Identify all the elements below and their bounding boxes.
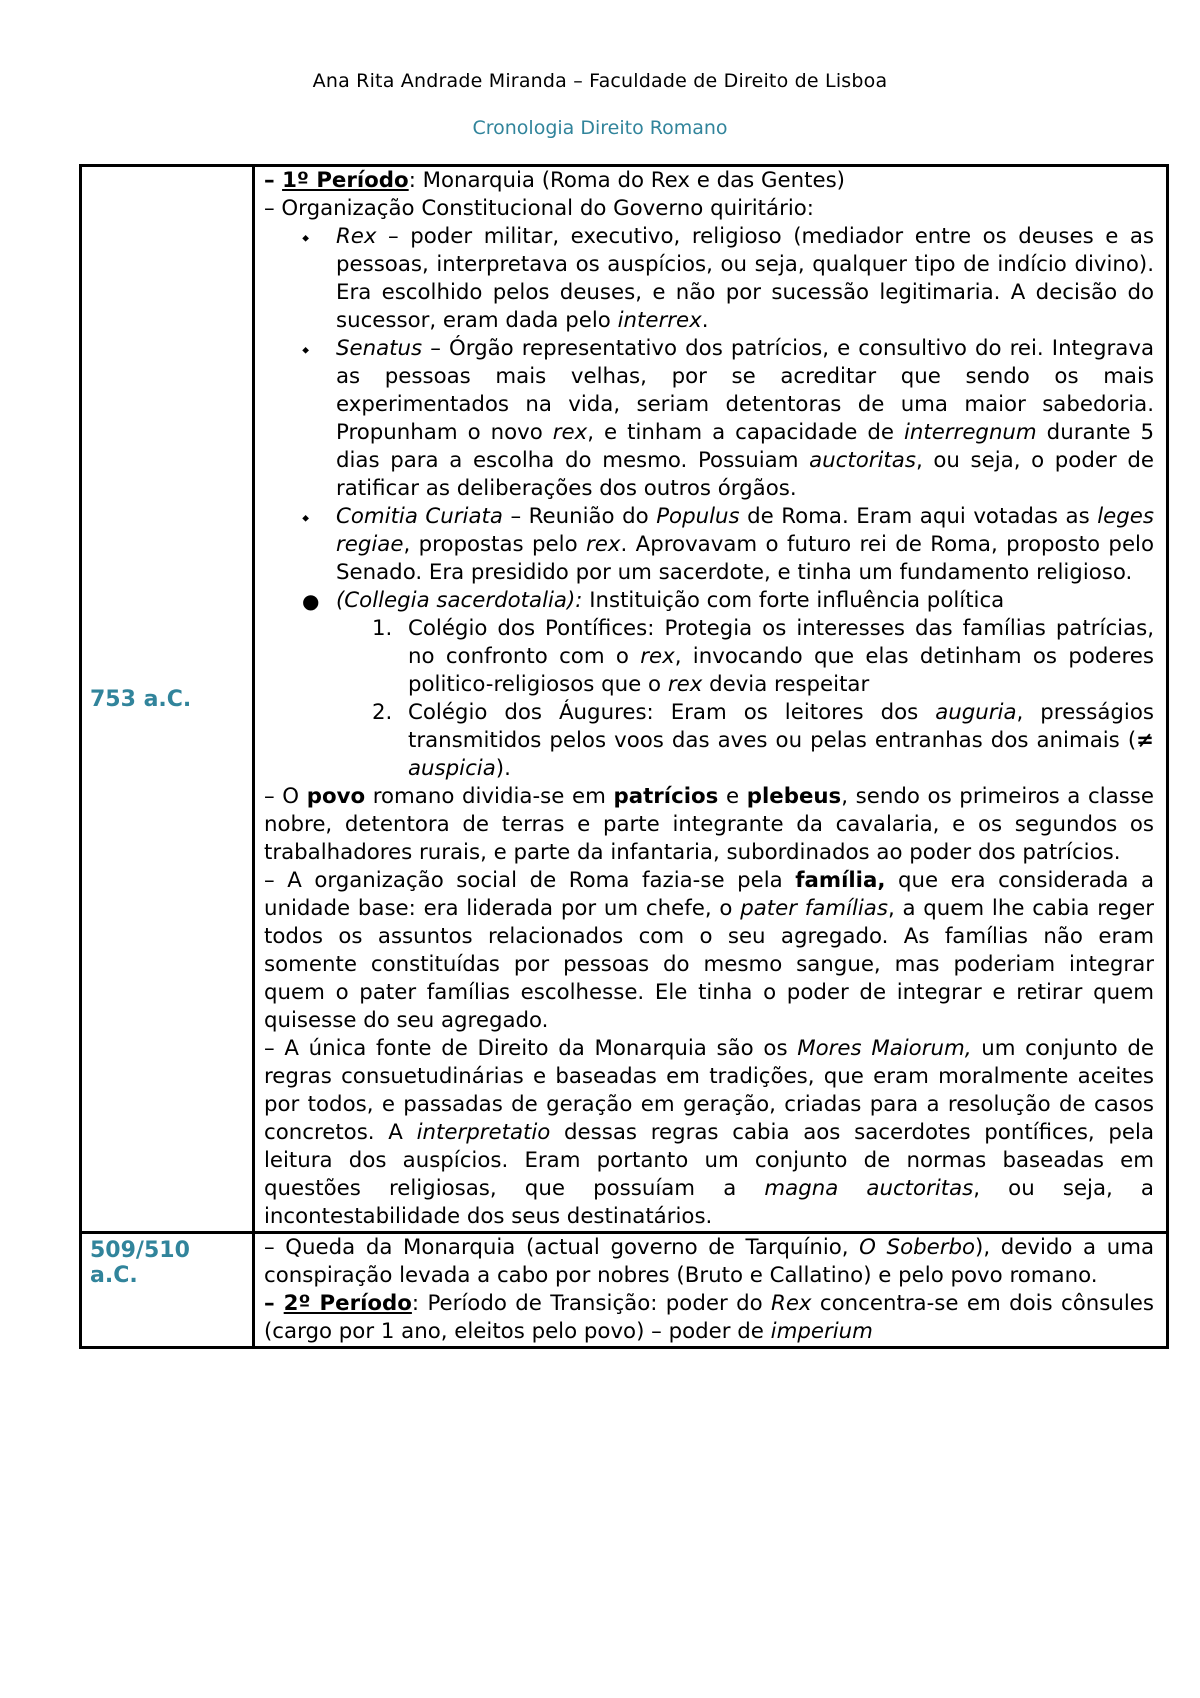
chronology-table [79, 164, 1169, 1349]
content-cell [254, 166, 1168, 1233]
organs-list [264, 223, 1154, 783]
bullet-icon: ⬩ [302, 225, 310, 249]
paragraph: – Organização Constitucional do Governo quiritário: [264, 196, 814, 221]
date-cell [81, 1233, 254, 1348]
list-item: ⬩ Comitia Curiata – Reunião do Populus de Roma. Eram aqui votadas as leges regiae, propostas pelo rex. Aprovavam o futuro rei de Roma, proposto pelo Senado. Era presidido por um sacerdote, e tinha um fundamento religioso. [302, 504, 1155, 585]
content-cell [254, 1233, 1168, 1348]
author-header: Ana Rita Andrade Miranda – Faculdade de Direito de Lisboa [312, 70, 888, 92]
paragraph: – O povo romano dividia-se em patrícios e plebeus, sendo os primeiros a classe nobre, detentora de terras e parte integrante da cavalaria, e os segundos os trabalhadores rurais, e parte da infantaria, subordinados ao poder dos patrícios. [264, 784, 1154, 865]
list-item: 2. Colégio dos Áugures: Eram os leitores dos auguria, presságios transmitidos pelos voos das aves ou pelas entranhas dos animais (≠ auspicia). [372, 700, 1154, 781]
list-item: 1. Colégio dos Pontífices: Protegia os interesses das famílias patrícias, no confronto com o rex, invocando que elas detinham os poderes politico-religiosos que o rex devia respeitar [372, 616, 1154, 697]
date-cell [81, 166, 254, 1233]
bullet-icon: ● [302, 589, 320, 613]
date-label: 753 a.C. [90, 686, 192, 712]
list-item: ● (Collegia sacerdotalia): Instituição com forte influência política 1. Colégio dos Pontífices: Protegia os interesses das famílias patrícias, no confronto com o rex, invocando que elas detinham os poderes politico-religiosos que o rex devia respeitar 2. Colégio dos Áugures: Eram os leitores dos auguria, presságios transmitidos pelos voos das aves ou pelas entranhas dos animais (≠ auspicia). [302, 588, 1154, 781]
period-heading: – 1º Período: Monarquia (Roma do Rex e das Gentes) [264, 168, 845, 193]
list-item: ⬩ Senatus – Órgão representativo dos patrícios, e consultivo do rei. Integrava as pessoas mais velhas, por se acreditar que sendo os mais experimentados na vida, seriam detentoras de uma maior sabedoria. Propunham o novo rex, e tinham a capacidade de interregnum durante 5 dias para a escolha do mesmo. Possuiam auctoritas, ou seja, o poder de ratificar as deliberações dos outros órgãos. [302, 336, 1154, 501]
collegia-list [336, 615, 1154, 783]
paragraph: – A única fonte de Direito da Monarquia são os Mores Maiorum, um conjunto de regras consuetudinárias e baseadas em tradições, que eram moralmente aceites por todos, e passadas de geração em geração, criadas para a resolução de casos concretos. A interpretatio dessas regras cabia aos sacerdotes pontífices, pela leitura dos auspícios. Eram portanto um conjunto de normas baseadas em questões religiosas, que possuíam a magna auctoritas, ou seja, a incontestabilidade dos seus destinatários. [264, 1036, 1154, 1229]
paragraph: – Queda da Monarquia (actual governo de Tarquínio, O Soberbo), devido a uma conspiração levada a cabo por nobres (Bruto e Callatino) e pelo povo romano. [264, 1235, 1155, 1288]
paragraph: – A organização social de Roma fazia-se pela família, que era considerada a unidade base: era liderada por um chefe, o pater famílias, a quem lhe cabia reger todos os assuntos relacionados com o seu agregado. As famílias não eram somente constituídas por pessoas do mesmo sangue, mas poderiam integrar quem o pater famílias escolhesse. Ele tinha o poder de integrar e retirar quem quisesse do seu agregado. [264, 868, 1154, 1033]
table-row [81, 1233, 1168, 1348]
period-heading: – 2º Período: Período de Transição: poder do Rex concentra-se em dois cônsules (cargo por 1 ano, eleitos pelo povo) – poder de imperium [264, 1291, 1154, 1344]
list-item: ⬩ Rex – poder militar, executivo, religioso (mediador entre os deuses e as pessoas, interpretava os auspícios, ou seja, qualquer tipo de indício divino). Era escolhido pelos deuses, e não por sucessão legitimaria. A decisão do sucessor, eram dada pelo interrex. [302, 224, 1154, 333]
bullet-icon: ⬩ [302, 337, 310, 361]
document-title: Cronologia Direito Romano [472, 117, 728, 139]
bullet-icon: ⬩ [302, 505, 310, 529]
table-row [81, 166, 1168, 1233]
date-label: 509/510 a.C. [90, 1238, 190, 1288]
